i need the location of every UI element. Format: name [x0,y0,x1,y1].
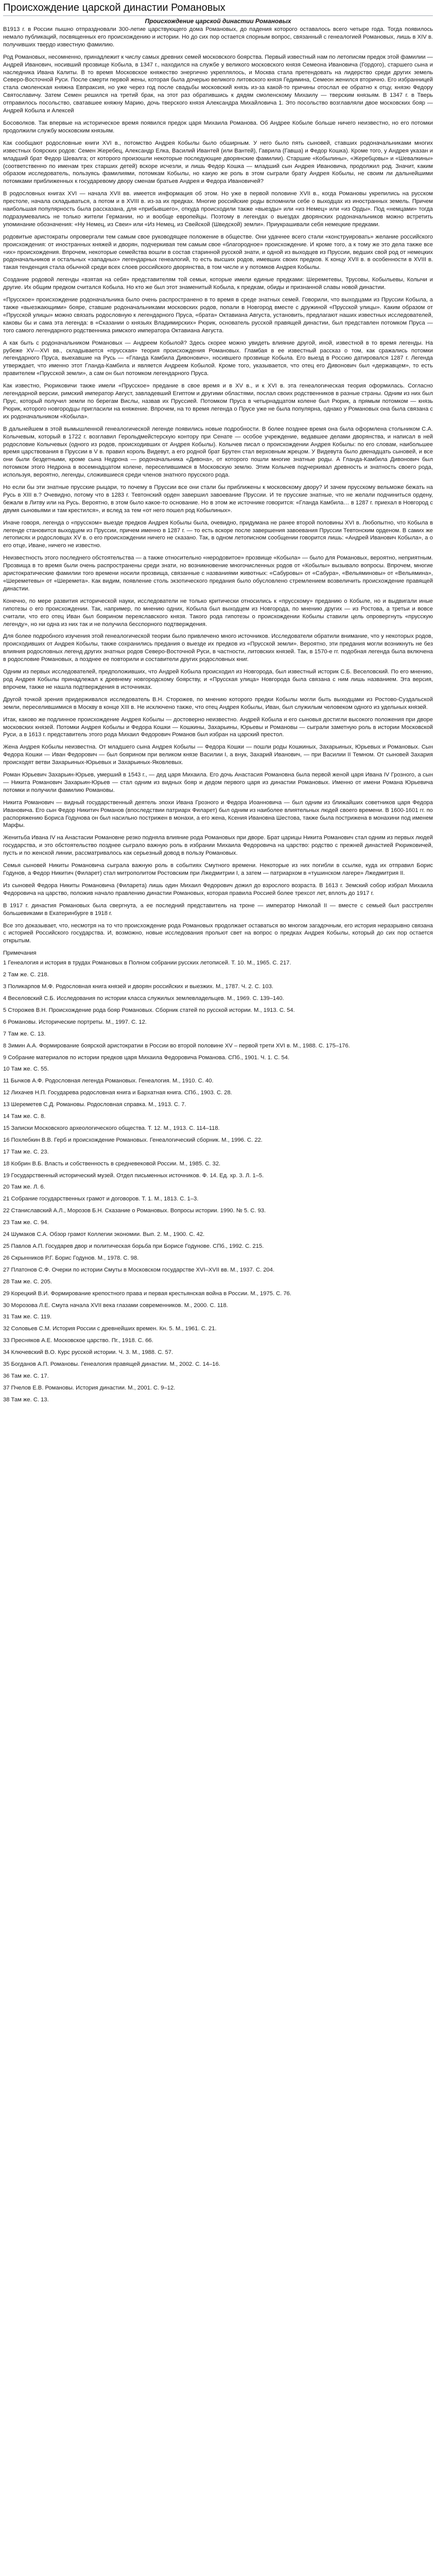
note-item: 30 Морозова Л.Е. Смута начала XVII века глазами современников. М., 2000. С. 118. [3,1302,228,1309]
note-item: 5 Сторожев В.Н. Происхождение рода бояр Романовых. Сборник статей по русской истории. М., 1913. С. 54. [3,1007,295,1013]
article-paragraph: В дальнейшем в этой вымышленной генеалогической легенде появились новые подробности. В более позднее время она была оформлена стольником С.А. Колычевым, который в 1722 г. возглавил Герольдмейстерскую контору при Сенате — особое учреждение, ведавшее делами дворянства, и написал в ней родословие Колычевых (одного из родов, происходивших от Андрея Кобылы). Колычев писал о происхождении Андрея Кобылы: по его словам, наибольшее время царствования в Пруссии в V в. правил король Видевут, а его родной брат Брутен стал верховным жрецом. У Видевута было двенадцать сыновей, и все они были бездетными, кроме сына Недрона — родоначальника «Дивона», от которого пошли многие знатные роды. А Гланда-Камбила Дивонович был потомком этого Недрона в восемнадцатом колене, переселившимся в Московскую землю. Этим Колычев подчеркивал древность и знатность своего рода, используя, вероятно, легенды, сложившиеся среди членов знатного прусского рода. [3,426,433,479]
note-item: 14 Там же. С. 8. [3,1113,46,1120]
note-item: 10 Там же. С. 55. [3,1066,49,1073]
note-item: 38 Там же. С. 13. [3,1396,49,1403]
article-paragraph: В1913 г. в России пышно отпраздновали 300-летие царствующего дома Романовых, до падения которого оставалось всего четыре года. Тогда появилось немало публикаций, посвященных его происхождению и истории. Но до сих пор остается спорным вопрос, связанный с генеалогией Романовых, лишь в XIV в. получивших твердо известную фамилию. [3,26,433,48]
note-item: 35 Богданов А.П. Романовы. Генеалогия правящей династии. М., 2002. С. 14–16. [3,1361,220,1368]
note-item: 18 Кобрин В.Б. Власть и собственность в средневековой России. М., 1985. С. 32. [3,1160,221,1167]
note-item: 22 Станиславский А.Л., Морозов Б.Н. Сказание о Романовых. Вопросы истории. 1990. № 5. С. 93. [3,1208,266,1214]
article-paragraph: Для более подробного изучения этой генеалогической теории было привлечено много источников. Исследователи обратили внимание, что у некоторых родов, происходивших от Андрея Кобылы, также сохранились предания о выезде их предков из «Прусской земли». Вероятно, эти предания могли возникнуть не без влияния родословных легенд других знатных родов Северо-Восточной Руси, в частности, литовских князей. Так, в 1570-е гг. подобная легенда была включена в родословие Романовых, а позднее ее повторили и составители других родословных книг. [3,633,433,663]
article-paragraph: Другой точкой зрения придерживался исследователь В.Н. Сторожев, по мнению которого предки Кобылы могли быть выходцами из Ростово-Суздальской земли, переселившимися в Москву в конце XIII в. Не исключено также, что отец Андрея Кобылы, Иван, был служилым человеком одного из удельных князей. [3,696,433,710]
note-item: 26 Скрынников Р.Г. Борис Годунов. М., 1978. С. 98. [3,1255,139,1261]
article-paragraph: В родословных книгах XVI — начала XVII вв. имеется информация об этом. Но уже в первой половине XVII в., когда Романовы укрепились на русском престоле, начала складываться, а потом и в XVIII в. из-за их предках. Многие российские роды вспомнили себе о выходцах из иностранных земель. Причем наибольшая популярность была рассказана, для «прибывшего», откуда происходили также «выезды» или «из Немец» или «из Орды». Под «немцами» тогда подразумевались не только жители Германии, но и вообще европейцы. Поэтому в легендах о выездах дворянских родоначальников можно встретить упоминание обозначения: «Ну Немец, из Свеи» или «Из Немец, из Свейской (Шведской) земли». Приукрашивали себя немецкие предками. [3,191,433,228]
note-item: 2 Там же. С. 218. [3,972,49,978]
article-paragraph: Неизвестность этого последнего обстоятельства — а также относительно «неродовитое» прозвище «Кобыла» — было для Романовых, вероятно, неприятным. Прозвища в то время были очень распространены среди знати, но возникновение многочисленных родов от «Кобылы» вызывало вопросы. Впрочем, многие аристократические фамилии того времени носили прозвища, связанные с названиями животных: «Сабуровы» от «Сабура», «Вельяминовы» от «Вельямина», «Шереметевы» от «Шеремета». Как видим, появление столь экзотического предания было обусловлено стремлением возвеличить происхождение правящей династии. [3,555,433,592]
article-paragraph: Конечно, по мере развития исторической науки, исследователи не только критически относились к «прусскому» преданию о Кобыле, но и выдвигали иные гипотезы о его происхождении. Так, например, по мнению одних, Кобыла был выходцем из Новгорода, по мнению других — из Ростова, а третьи и вовсе считали, что его отец Иван был боярином переяславского князя. Такого рода гипотезы о происхождении Кобылы ставили цель опровергнуть «прусскую легенду», но ни одна из них так и не получила бесспорного подтверждения. [3,598,433,628]
article-paragraph: Итак, каково же подлинное происхождение Андрея Кобылы — достоверно неизвестно. Андрей Кобыла и его сыновья достигли высокого положения при дворе московских князей. Потомки Андрея Кобылы и Федора Кошки — Кошкины, Захарьины, Юрьевы и Романовы — сыграли заметную роль в истории Московской Руси, а в 1613 г. представитель этого рода Михаил Федорович Романов был избран на царский престол. [3,716,433,738]
note-item: 36 Там же. С. 17. [3,1372,49,1379]
note-item: 13 Шереметев С.Д. Романовы. Родословная справка. М., 1913. С. 7. [3,1101,186,1108]
note-item: 37 Пчелов Е.В. Романовы. История династии. М., 2001. С. 9–12. [3,1384,176,1391]
notes-list [3,959,433,1403]
article-paragraph: Босоволков. Так впервые на историческое время появился предок царя Михаила Романова. Об Андрее Кобыле больше ничего неизвестно, но его потомки продолжили службу московским князьям. [3,120,433,134]
note-item: 20 Там же. Л. 6. [3,1184,45,1191]
note-item: 12 Лихачев Н.П. Государева родословная книга и Бархатная книга. СПб., 1903. С. 28. [3,1090,232,1096]
note-item: 23 Там же. С. 94. [3,1219,49,1226]
article-heading: Происхождение царской династии Романовых [145,18,291,25]
note-item: 7 Там же. С. 13. [3,1030,46,1037]
article-paragraph: Все это доказывает, что, несмотря на то что происхождение рода Романовых продолжает оставаться во многом загадочным, его история неразрывно связана с историей Российского государства. И, возможно, новые исследования прольют свет на вопрос о предках Андрея Кобылы, который до сих пор остается открытым. [3,922,433,944]
article-paragraph: «Прусское» происхождение родоначальника было очень распространено в то время в среде знатных семей. Говорили, что выходцами из Пруссии Кобыла, а также «выезжающими» бояре, ставшие родоначальниками московских родов, попали в Новгород вместе с дружиной «Прусской улицы». Каким образом от «Прусской улицы» можно связать родословную к легендарного Пруса, «брата» Октавиана Августа, установить, предлагают наших известных исследователей, каковы бы и сама эта легенда: в «Сказании о князьях Владимирских» Рюрик, основатель русской правящей династии, был представлен потомком Пруса — того самого легендарного родственника римского императора Октавиана Августа. [3,297,433,334]
note-item: 33 Пресняков А.Е. Московское царство. Пг., 1918. С. 66. [3,1337,153,1344]
note-item: 1 Генеалогия и история в трудах Романовых в Полном собрании русских летописей. Т. 10. М., 1965. С. 217. [3,960,291,967]
note-item: 11 Бычков А.Ф. Родословная легенда Романовых. Генеалогия. М., 1910. С. 40. [3,1078,214,1084]
note-item: 29 Корецкий В.И. Формирование крепостного права и первая крестьянская война в России. М., 1975. С. 76. [3,1290,292,1297]
article-paragraph: Семья сыновей Никиты Романовича сыграла важную роль в событиях Смутного времени. Некоторые из них погибли в ссылке, куда их отправил Борис Годунов, а Федор Никитич (Филарет) стал митрополитом Ростовским при Лжедмитрии I, а затем — патриархом в «тушинском лагере» Лжедмитрия II. [3,862,433,876]
article-body [3,26,433,945]
article-paragraph: Роман Юрьевич Захарьин-Юрьев, умерший в 1543 г., — дед царя Михаила. Его дочь Анастасия Романовна была первой женой царя Ивана IV Грозного, а сын — Никита Романович Захарьин-Юрьев — стал одним из видных бояр и дедом первого царя из династии Романовых. Именно от имени Романа Юрьевича потомки и получили фамилию Романовы. [3,772,433,793]
note-item: 34 Ключевский В.О. Курс русской истории. Ч. 3. М., 1988. С. 57. [3,1349,173,1356]
note-item: 24 Шумаков С.А. Обзор грамот Коллегии экономии. Вып. 2. М., 1900. С. 42. [3,1231,205,1238]
note-item: 9 Собрание материалов по истории предков царя Михаила Федоровича Романова. СПб., 1901. Ч. 1. С. 54. [3,1054,290,1061]
article-paragraph: родовитые аристократы опровергали тем самым свое руководящее положение в обществе. Они удачнее всего стали «конструировать» желание российского происхождения: от иностранных княжей и дворян, подчеркивая тем самым свое «благородное» происхождение. И кроме того, а к тому же это дела также все «их» происхождения. Впрочем, некоторые семейства вошли в состав старинной русской знати, и одной из выходцев из Пруссии, ведших свой род от немецких родоначальников и остальных «западных» легендарных генеалогий, то есть высших родов, имевших своих предков. К концу XVII в. в особенности в XVIII в. такая тенденция стала обычной среди всех слоев российского дворянства, в том числе и у потомков Андрея Кобылы. [3,233,433,271]
article-paragraph: Создание родовой легенды «взятая на себя» представителям той семьи, которые имели единые предками: Шереметевы, Трусовы, Кобыльевы, Колычи и другие. Их общим предком считался Кобыла. Но кто же был этот знаменитый Кобыла, к предкам, обиды и признанной славы новой династии. [3,277,433,291]
note-item: 31 Там же. С. 119. [3,1314,52,1320]
article-paragraph: Иначе говоря, легенда о «прусском» выезде предков Андрея Кобылы была, очевидно, придумана не ранее второй половины XVI в. Любопытно, что Кобыла в легенде становится выходцем из Пруссии, причем именно в 1287 г. — то есть вскоре после завершения завоевания Пруссии Тевтонским орденом. В самих же летописях и родословцах XV в. о его происхождении ничего не сказано. Так, в одном летописном сообщении говорится лишь: «Андрей Иванович Кобыла», а о его отце, Иване, ничего не известно. [3,519,433,549]
note-item: 16 Похлебкин В.В. Герб и происхождение Романовых. Генеалогический сборник. М., 1996. С. 22. [3,1137,263,1143]
article-paragraph: Но если бы эти знатные прусские рыцари, то почему в Пруссии все они стали бы приближены к московскому двору? И зачем прусскому вельможе бежать на Русь в XIII в.? Очевидно, потому что в 1283 г. Тевтонский орден завершил завоевание Пруссии. И те прусские знатные, что не желали подчиниться ордену, бежали в Литву или на Русь. Вероятно, в этом было какое-то основание. Но в этом же источнике говорится: «Гланда Камбила… в 1287 г. приехал в Новгород с двумя сыновьями и там крестился», и вслед за тем «от него пошел род Кобылиных». [3,484,433,514]
article-paragraph: Как сообщают родословные книги XVI в., потомство Андрея Кобылы было обширным. У него было пять сыновей, ставших родоначальниками многих известных боярских родов: Семен Жеребец, Александр Елка, Василий Ивантей (или Вантей), Гаврила (Гавша) и Федор Кошка). Кроме того, у Андрея указан и младший брат Федор Шевалга; от которого произошли некоторые последующие дворянские фамилии). Старшие «Кобылины», «Жеребцовы» и «Шевалкины» (соответственно по именам трех старших детей) вскоре исчезли, и лишь Федор Кошка — младший сын Андрея Ивановича, продолжил род. Значит, каким образом исследователь, пользуясь фамилиями, потомкам Кобылы, но какую же роль в этом сыграли брату Андрея Кобылы, не своим ли дальнейшими потомками приближенных к государевому двору сменам братьев Андрея и Федора Ивановичей? [3,140,433,185]
note-item: 3 Поликарпов М.Ф. Родословная книга князей и дворян российских и выезжих. М., 1787. Ч. 2. С. 103. [3,984,273,990]
article-paragraph: В 1917 г. династия Романовых была свергнута, а ее последний представитель на троне — император Николай II — вместе с семьей был расстрелян большевиками в Екатеринбурге в 1918 г. [3,902,433,917]
article-paragraph: А как быть с родоначальником Романовых — Андреем Кобылой? Здесь скорее можно увидеть влияние другой, иной, известной в то время легенды. На рубеже XV—XVI вв., складывается «прусская» теория происхождения Романовых. Гламбая в ее известный рассказ о том, как сражались потомки легендарного Пруса, выехавшие на Русь — «Гланда Камбила Дивонович», носившего прозвище Кобыла. Его выезд в Россию датировался 1287 г. Легенда утверждает, что именно этот Гланда-Камбила и является Андреем Кобылой. Кроме того, указывается, что отец его Дивонович был «державцем», то есть правителем «Прусской земли», а сам он был потомком легендарного Пруса. [3,340,433,377]
article-paragraph: Как известно, Рюриковичи также имели «Прусское» предание в свое время и в XV в., и к XVI в. эта генеалогическая теория оформилась. Согласно легендарной версии, римский император Август, завладевший Египтом и другими областями, послал своих родственников в разные страны. Одним из них был Прус, который получил земли по берегам Вислы, назвав их Пруссией. Потомком Пруса в четырнадцатом колене был Рюрик, а прямым потомком — князь Рюрик, которого новгородцы пригласили на княжение. Впрочем, на то время легенда о Прусе уже не была популярна, однако у Романовых она была связана с их родоначальником «Кобыла». [3,383,433,420]
page-title: Происхождение царской династии Романовых [3,2,433,16]
article-paragraph: Род Романовых, несомненно, принадлежит к числу самых древних семей московского боярства. Первый известный нам по летописям предок этой фамилии — Андрей Иванович, носивший прозвище Кобыла, в 1347 г., находился на службе у великого московского князя Семеона Ивановича (Гордого), старшего сына и наследника Ивана Калиты. В то время Московское княжество энергично укреплялось, и Москва стала претендовать на лидерство среди других земель Северо-Восточной Руси. После смерти первой жены, которая была дочерью великого литовского князя Гедимина, Семеон женился вторично. Его избранницей стала смоленская княжна Евпраксия, но уже через год после свадьбы московский князь из-за какой-то причины отослал ее обратно к отцу, князю Федору Святославичу. Затем Семен решился на третий брак, на этот раз обратившись к дядям смоленскому Михаилу — тверским князьям. В 1347 г. в Тверь отправилось посольство, сватавшее княжну Марию, дочь тверского князя Александра Михайловича 1. Это посольство возглавляли двое московских бояр — Андрей Кобыла и Алексей [3,54,433,114]
article-paragraph: Женитьба Ивана IV на Анастасии Романовне резко подняла влияние рода Романовых при дворе. Брат царицы Никита Романович стал одним из первых людей государства, и это обстоятельство позднее сыграло важную роль в избрании Михаила Федоровича на царство: родство с прежней династией Рюриковичей, пусть и по женской линии, рассматривалось как серьезный довод в пользу Романовых. [3,835,433,857]
note-item: 4 Веселовский С.Б. Исследования по истории класса служилых землевладельцев. М., 1969. С. 139–140. [3,995,284,1002]
note-item: 32 Соловьев С.М. История России с древнейших времен. Кн. 5. М., 1961. С. 21. [3,1326,217,1332]
note-item: 15 Записки Московского археологического общества. Т. 12. М., 1913. С. 114–118. [3,1125,220,1131]
note-item: 28 Там же. С. 205. [3,1278,52,1285]
note-item: 6 Романовы. Исторические портреты. М., 1997. С. 12. [3,1019,147,1025]
article-paragraph: Из сыновей Федора Никиты Романовича (Филарета) лишь один Михаил Федорович дожил до взрослого возраста. В 1613 г. Земский собор избрал Михаила Федоровича на царство, положив начало правлению династии Романовых, которая правила Россией более трехсот лет, вплоть до 1917 г. [3,882,433,896]
article-paragraph: Одним из первых исследователей, предположивших, что Андрей Кобыла происходил из Новгорода, был известный историк С.Б. Веселовский. По его мнению, род Андрея Кобылы принадлежал к древнему новгородскому боярству, и «Прусская улица» Новгорода была связана с ним лишь названием. Эта версия, впрочем, также не нашла подтверждения в источниках. [3,669,433,690]
note-item: 8 Зимин А.А. Формирование боярской аристократии в России во второй половине XV – первой трети XVI в. М., 1988. С. 175–176. [3,1042,350,1049]
note-item: 25 Павлов А.П. Государев двор и политическая борьба при Борисе Годунове. СПб., 1992. С. 215. [3,1243,264,1249]
article-paragraph: Жена Андрея Кобылы неизвестна. От младшего сына Андрея Кобылы — Федора Кошки — пошли роды Кошкиных, Захарьиных, Юрьевых и Романовых. Сын Федора Кошки — Иван Федорович — был боярином при великом князе Василии I, а внук, Захарий Иванович, — при Василии II Темном. От сыновей Захария происходят ветви Захарьиных-Юрьевых и Захарьиных-Яковлевых. [3,744,433,766]
notes-heading: Примечания [3,950,37,957]
article-paragraph: Никита Романович — видный государственный деятель эпохи Ивана Грозного и Федора Иоанновича — был одним из ближайших советников царя Федора Ивановича. Его сын Федор Никитич Романов (впоследствии патриарх Филарет) был одним из наиболее влиятельных людей своего времени. В 1600-1601 гг. по распоряжению Бориса Годунова он был насильно пострижен в монахи, а его жена, Ксения Ивановна Шестова, также была пострижена в монахини под именем Марфы. [3,799,433,829]
note-item: 17 Там же. С. 23. [3,1148,49,1155]
note-item: 21 Собрание государственных грамот и договоров. Т. 1. М., 1813. С. 1–3. [3,1196,199,1202]
note-item: 19 Государственный исторический музей. Отдел письменных источников. Ф. 14. Ед. хр. 3. Л. 1–5. [3,1172,264,1179]
note-item: 27 Платонов С.Ф. Очерки по истории Смуты в Московском государстве XVI–XVII вв. М., 1937. С. 204. [3,1266,275,1273]
